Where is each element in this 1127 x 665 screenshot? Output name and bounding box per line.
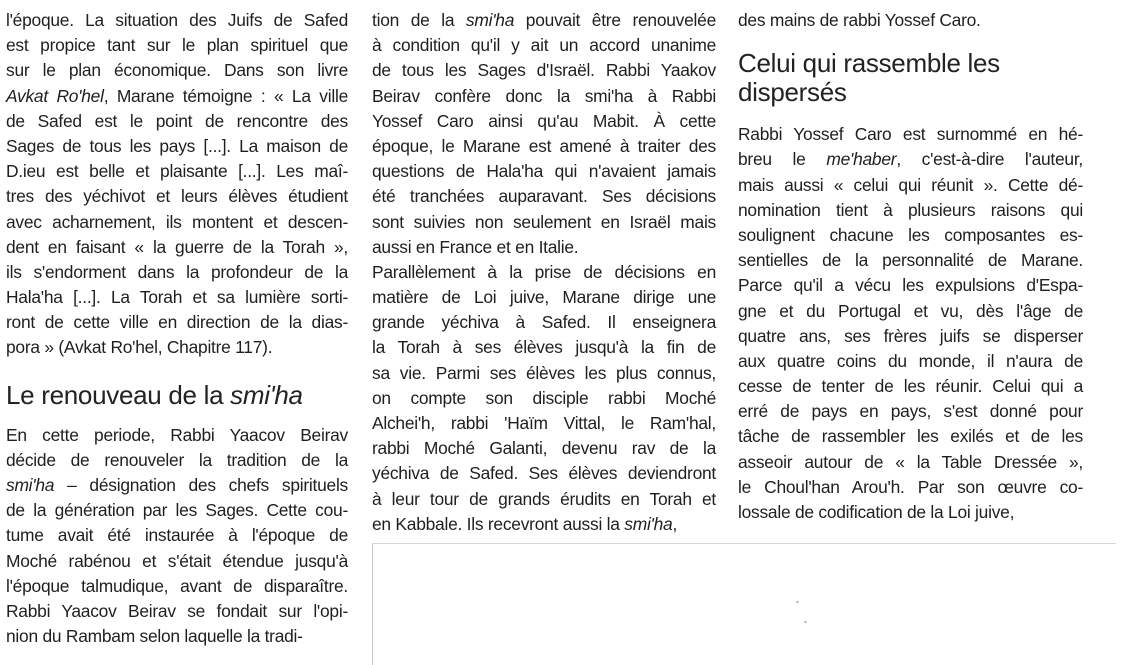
- text-run: mais aussi « celui qui réunit ». Cette dé-: [738, 174, 1083, 195]
- text-line: [372, 285, 716, 310]
- text-line: [738, 223, 1083, 248]
- text-line: [738, 273, 1083, 298]
- text-run: Rabbi Yaacov Beirav se fondait sur l'opi-: [6, 600, 348, 621]
- text-run: époque, le Marane est amené à traiter des: [372, 135, 716, 156]
- scan-edge-horizontal: [372, 543, 1116, 544]
- text-run: tres des yéchivot et leurs élèves étudient: [6, 186, 348, 207]
- text-line: [738, 424, 1083, 449]
- text-line: [6, 109, 348, 134]
- text-line: [6, 599, 348, 624]
- text-run: le Choul'han Arou'h. Par son œuvre co-: [738, 476, 1083, 497]
- text-run: l'époque. La situation des Juifs de Safed: [6, 10, 348, 30]
- text-run: cesse de tenter de les réunir. Celui qui a: [738, 376, 1083, 397]
- text-run: nion du Rambam selon laquelle la tradi-: [6, 626, 303, 647]
- text-run: ront de cette ville en direction de la dias-: [6, 312, 348, 333]
- text-line: [372, 487, 716, 512]
- text-line: [6, 498, 348, 523]
- text-run: breu le: [738, 149, 827, 170]
- text-line: [372, 310, 716, 335]
- text-run: Celui qui rassemble les: [738, 48, 1000, 79]
- text-run: ils s'endorment dans la profondeur de la: [6, 261, 348, 282]
- text-line: [6, 235, 348, 260]
- text-run: est propice tant sur le plan spirituel que: [6, 35, 348, 56]
- text-run: D.ieu est belle et plaisante [...]. Les maî-: [6, 161, 348, 182]
- text-column-1: [6, 8, 348, 649]
- text-line: [372, 159, 716, 184]
- text-line: [738, 324, 1083, 349]
- text-line: [6, 58, 348, 83]
- text-run: – désignation des chefs spirituels: [54, 475, 348, 495]
- text-line: [6, 285, 348, 310]
- text-line: [738, 122, 1083, 147]
- italic-run: Avkat Ro'hel: [6, 85, 104, 106]
- italic-run: me'haber: [826, 149, 897, 170]
- text-line: [738, 374, 1083, 399]
- text-run: yéchiva de Safed. Ses élèves deviendront: [372, 463, 716, 484]
- text-line: [372, 436, 716, 461]
- text-run: questions de Hala'ha qui n'avaient jamais: [372, 161, 716, 182]
- text-run: Parallèlement à la prise de décisions en: [372, 261, 716, 282]
- text-run: nomination tient à plusieurs raisons qui: [738, 199, 1083, 220]
- text-line: [372, 512, 716, 537]
- text-run: , c'est-à-dire l'auteur,: [896, 149, 1083, 170]
- text-line: [738, 173, 1083, 198]
- text-run: ,: [672, 513, 678, 534]
- text-line: [372, 411, 716, 436]
- text-run: erré de pays en pays, s'est donné pour: [738, 401, 1083, 422]
- scan-speck: [804, 621, 807, 623]
- text-line: [6, 184, 348, 209]
- paragraph: [372, 260, 716, 537]
- text-line: [372, 58, 716, 83]
- text-run: avec acharnement, ils montent et descen-: [6, 211, 348, 232]
- text-line: [372, 210, 716, 235]
- text-line: [6, 448, 348, 473]
- scan-edge-vertical: [372, 543, 373, 665]
- text-run: Hala'ha [...]. La Torah et sa lumière sorti-: [6, 287, 348, 308]
- text-line: [6, 84, 348, 109]
- text-line: [6, 473, 348, 498]
- text-line: [372, 461, 716, 486]
- text-run: asseoir autour de « la Table Dressée »,: [738, 451, 1083, 472]
- section-heading: [738, 49, 1083, 107]
- text-run: on compte son disciple rabbi Moché: [372, 387, 716, 408]
- section-heading-line: [738, 78, 1083, 107]
- paragraph: [6, 423, 348, 650]
- text-line: [6, 523, 348, 548]
- text-line: [738, 299, 1083, 324]
- text-run: tume avait été instaurée à l'époque de: [6, 525, 348, 546]
- text-line: [372, 109, 716, 134]
- text-run: de Safed est le point de rencontre des: [6, 110, 348, 131]
- text-run: dent en faisant « la guerre de la Torah »,: [6, 236, 348, 257]
- text-run: Le renouveau de la: [6, 379, 231, 410]
- text-line: [6, 33, 348, 58]
- text-line: [738, 349, 1083, 374]
- text-run: , Marane témoigne : « La ville: [103, 85, 348, 106]
- text-line: [6, 549, 348, 574]
- text-run: de la génération par les Sages. Cette cou-: [6, 500, 348, 521]
- text-run: sa vie. Parmi ses élèves les plus connus,: [372, 362, 716, 383]
- text-line: [6, 134, 348, 159]
- text-run: de tous les Sages d'Israël. Rabbi Yaakov: [372, 60, 716, 81]
- text-line: [6, 423, 348, 448]
- text-run: rabbi Moché Galanti, devenu rav de la: [372, 438, 716, 459]
- text-line: [372, 335, 716, 360]
- text-run: sentielles de la personnalité de Marane.: [738, 250, 1083, 271]
- text-run: Rabbi Yossef Caro est surnommé en hé-: [738, 124, 1083, 145]
- text-run: Yossef Caro ainsi qu'au Mabit. À cette: [372, 110, 716, 131]
- paragraph: [372, 8, 716, 260]
- text-run: Parce qu'il a vécu les expulsions d'Espa-: [738, 275, 1083, 296]
- italic-run: smi'ha: [230, 379, 303, 410]
- text-line: [372, 386, 716, 411]
- text-line: [738, 450, 1083, 475]
- scan-speck: [796, 601, 799, 603]
- paragraph: [6, 8, 348, 361]
- text-run: des mains de rabbi Yossef Caro.: [738, 10, 981, 30]
- text-run: l'époque talmudique, avant de disparaître.: [6, 575, 348, 596]
- text-run: tâche de rassembler les exilés et de les: [738, 426, 1083, 447]
- text-run: Beirav confère donc la smi'ha à Rabbi: [372, 85, 716, 106]
- text-column-2: [372, 8, 716, 537]
- text-line: [6, 335, 348, 360]
- text-run: gne et du Portugal et vu, dès l'âge de: [738, 300, 1083, 321]
- text-line: [372, 184, 716, 209]
- text-line: [6, 310, 348, 335]
- text-run: été tranchées auparavant. Ses décisions: [372, 186, 716, 207]
- text-line: [738, 248, 1083, 273]
- text-run: Alchei'h, rabbi 'Haïm Vittal, le Ram'hal,: [372, 413, 716, 433]
- italic-run: smi'ha: [6, 475, 55, 495]
- text-run: aux quatre coins du monde, il n'aura de: [738, 350, 1083, 371]
- text-line: [372, 84, 716, 109]
- text-run: En cette periode, Rabbi Yaacov Beirav: [6, 424, 348, 445]
- text-line: [372, 33, 716, 58]
- text-line: [372, 134, 716, 159]
- text-run: tion de la: [372, 10, 466, 30]
- text-run: Moché rabénou et s'était étendue jusqu'à: [6, 550, 348, 571]
- section-heading: [6, 381, 348, 410]
- italic-run: smi'ha: [465, 10, 515, 30]
- text-run: Sages de tous les pays [...]. La maison de: [6, 135, 348, 156]
- section-heading-line: [738, 49, 1083, 78]
- text-line: [6, 210, 348, 235]
- text-line: [372, 260, 716, 285]
- text-line: [6, 260, 348, 285]
- text-line: [6, 8, 348, 33]
- text-run: quatre ans, ses frères juifs se disperser: [738, 325, 1083, 346]
- text-line: [738, 475, 1083, 500]
- text-line: [6, 159, 348, 184]
- text-run: pouvait être renouvelée: [514, 10, 716, 30]
- text-run: en Kabbale. Ils recevront aussi la: [372, 513, 625, 534]
- text-run: à leur tour de grands érudits en Torah et: [372, 488, 716, 509]
- text-run: sont suivies non seulement en Israël mais: [372, 211, 716, 232]
- text-line: [738, 500, 1083, 525]
- text-run: lossale de codification de la Loi juive,: [738, 502, 1015, 522]
- text-run: dispersés: [738, 77, 847, 108]
- text-line: [6, 624, 348, 649]
- text-line: [738, 147, 1083, 172]
- text-column-3: [738, 8, 1083, 525]
- text-run: matière de Loi juive, Marane dirige une: [372, 287, 716, 308]
- text-line: [372, 361, 716, 386]
- text-line: [6, 574, 348, 599]
- text-run: grande yéchiva à Safed. Il enseignera: [372, 312, 716, 333]
- text-line: [738, 198, 1083, 223]
- text-run: la Torah à ses élèves jusqu'à la fin de: [372, 337, 716, 358]
- text-run: soulignent chacune les composantes es-: [738, 224, 1083, 245]
- text-run: décide de renouveler la tradition de la: [6, 449, 348, 470]
- italic-run: smi'ha: [624, 513, 673, 534]
- text-run: aussi en France et en Italie.: [372, 236, 579, 257]
- text-run: à condition qu'il y ait un accord unanime: [372, 35, 716, 56]
- text-run: sur le plan économique. Dans son livre: [6, 60, 348, 81]
- text-line: [372, 235, 716, 260]
- text-run: pora » (Avkat Ro'hel, Chapitre 117).: [6, 337, 273, 358]
- text-line: [738, 8, 1083, 33]
- text-line: [738, 399, 1083, 424]
- paragraph: [738, 8, 1083, 33]
- text-line: [372, 8, 716, 33]
- paragraph: [738, 122, 1083, 525]
